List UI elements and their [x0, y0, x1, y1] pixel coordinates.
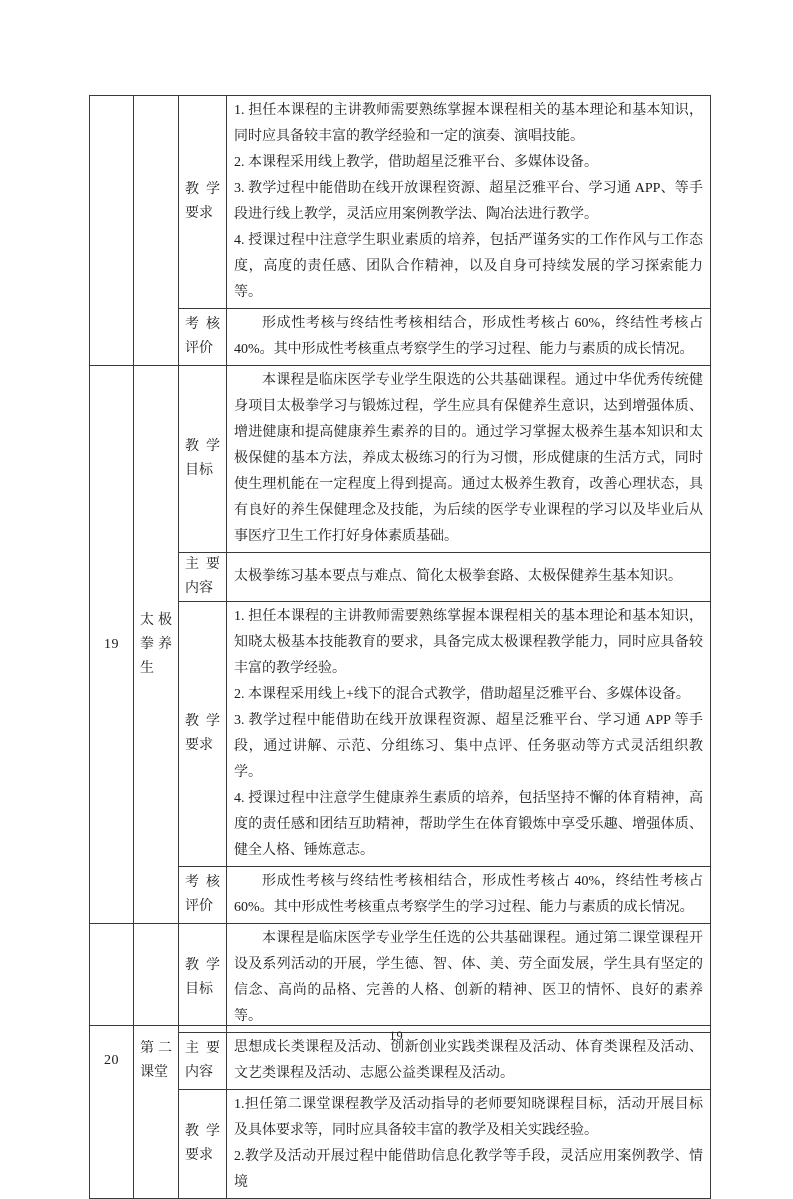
main-content-text: 思想成长类课程及活动、创新创业实践类课程及活动、体育类课程及活动、文艺类课程及活动、志愿公益类课程及活动。	[234, 1040, 703, 1081]
requirement-item: 1. 担任本课程的主讲教师需要熟练掌握本课程相关的基本理论和基本知识，知晓太极基本技能教育的要求，具备完成太极课程教学能力，同时应具备较丰富的教学经验。	[234, 609, 703, 676]
teaching-requirements-content	[227, 1090, 711, 1199]
row-label-teaching-requirements: 教学要求	[179, 602, 227, 867]
requirement-item: 3. 教学过程中能借助在线开放课程资源、超星泛雅平台、学习通 APP 等手段，通过讲解、示范、分组练习、集中点评、任务驱动等方式灵活组织教学。	[234, 713, 703, 780]
table-row	[90, 1090, 711, 1199]
requirement-item: 4. 授课过程中注意学生健康养生素质的培养，包括坚持不懈的体育精神，高度的责任感和团结互助精神，帮助学生在体育锻炼中享受乐趣、增强体质、健全人格、锤炼意志。	[234, 791, 703, 858]
main-content-content	[227, 553, 711, 602]
main-content-text: 太极拳练习基本要点与难点、简化太极拳套路、太极保健养生基本知识。	[234, 569, 682, 584]
requirement-item: 4. 授课过程中注意学生职业素质的培养，包括严谨务实的工作作风与工作态度，高度的责任感、团队合作精神，以及自身可持续发展的学习探索能力等。	[234, 233, 703, 300]
requirement-item: 1. 担任本课程的主讲教师需要熟练掌握本课程相关的基本理论和基本知识，同时应具备较丰富的教学经验和一定的演奏、演唱技能。	[234, 103, 703, 144]
goal-text: 本课程是临床医学专业学生限选的公共基础课程。通过中华优秀传统健身项目太极拳学习与锻炼过程，学生应具有保健养生意识，达到增强体质、增进健康和提高健康养生素养的目的。通过学习掌握太极养生基本知识和太极保健的基本方法，养成太极练习的行为习惯，形成健康的生活方式，同时使生理机能在一定程度上得到提高。通过太极养生教育，改善心理状态，具有良好的养生保健理念及技能，为后续的医学专业课程的学习以及毕业后从事医疗卫生工作打好身体素质基础。	[234, 373, 703, 544]
curriculum-table-container	[89, 95, 711, 1190]
table-row	[90, 96, 711, 309]
row-label-teaching-requirements: 教学要求	[179, 1090, 227, 1199]
requirement-item: 3. 教学过程中能借助在线开放课程资源、超星泛雅平台、学习通 APP、等手段进行线上教学，灵活应用案例教学法、陶冶法进行教学。	[234, 181, 703, 222]
row-number-cell: 20	[90, 924, 134, 1199]
course-name-cell	[134, 96, 179, 366]
course-name-cell: 太极拳养生	[134, 366, 179, 924]
table-row	[90, 309, 711, 366]
table-row	[90, 924, 711, 1033]
teaching-requirements-content	[227, 96, 711, 309]
assessment-content	[227, 309, 711, 366]
teaching-requirements-content	[227, 602, 711, 867]
row-label-assessment: 考核评价	[179, 309, 227, 366]
requirement-item: 1.担任第二课堂课程教学及活动指导的老师要知晓课程目标，活动开展目标及具体要求等，同时应具备较丰富的教学及相关实践经验。	[234, 1097, 703, 1138]
row-label-assessment: 考核评价	[179, 867, 227, 924]
row-label-teaching-goal: 教学目标	[179, 924, 227, 1033]
row-label-main-content: 主要内容	[179, 553, 227, 602]
row-number-cell: 19	[90, 366, 134, 924]
assessment-text: 形成性考核与终结性考核相结合，形成性考核占 40%，终结性考核占 60%。其中形成性考核重点考察学生的学习过程、能力与素质的成长情况。	[234, 874, 703, 915]
requirement-item: 2.教学及活动开展过程中能借助信息化教学等手段，灵活应用案例教学、情境	[234, 1149, 703, 1190]
goal-text: 本课程是临床医学专业学生任选的公共基础课程。通过第二课堂课程开设及系列活动的开展，学生德、智、体、美、劳全面发展，学生具有坚定的信念、高尚的品格、完善的人格、创新的精神、医卫的情怀、良好的素养等。	[234, 931, 703, 1024]
teaching-goal-content	[227, 366, 711, 553]
requirement-item: 2. 本课程采用线上+线下的混合式教学，借助超星泛雅平台、多媒体设备。	[234, 687, 690, 702]
row-label-teaching-requirements: 教学要求	[179, 96, 227, 309]
table-row	[90, 602, 711, 867]
course-name-cell: 第二课堂	[134, 924, 179, 1199]
requirement-item: 2. 本课程采用线上教学，借助超星泛雅平台、多媒体设备。	[234, 155, 598, 170]
table-row	[90, 366, 711, 553]
teaching-goal-content	[227, 924, 711, 1033]
row-label-teaching-goal: 教学目标	[179, 366, 227, 553]
table-row	[90, 553, 711, 602]
row-label-main-content: 主要内容	[179, 1033, 227, 1090]
row-number-cell	[90, 96, 134, 366]
page-number: 19	[389, 1029, 404, 1043]
table-row	[90, 867, 711, 924]
assessment-text: 形成性考核与终结性考核相结合，形成性考核占 60%，终结性考核占 40%。其中形成性考核重点考察学生的学习过程、能力与素质的成长情况。	[234, 316, 703, 357]
assessment-content	[227, 867, 711, 924]
